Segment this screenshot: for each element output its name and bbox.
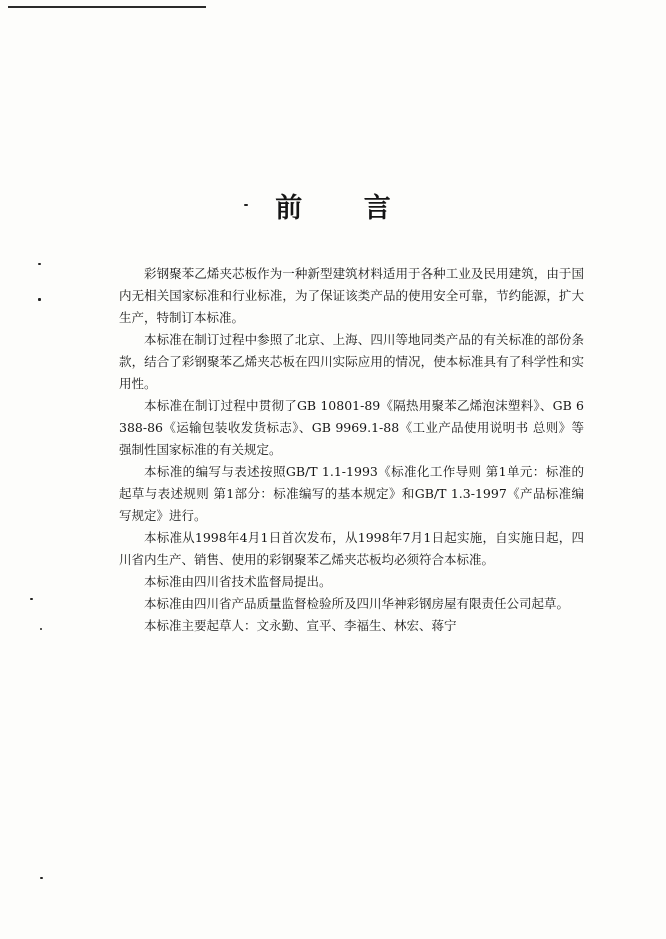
page-title: 前 言 <box>275 193 417 225</box>
scan-speck <box>30 598 33 600</box>
paragraph-effective-date: 本标准从1998年4月1日首次发布，从1998年7月1日起实施，自实施日起，四川省内生产、销售、使用的彩钢聚苯乙烯夹芯板均必须符合本标准。 <box>119 530 584 567</box>
scan-speck <box>40 628 42 630</box>
top-border-line <box>8 6 206 8</box>
paragraph-drafters: 本标准主要起草人：文永勤、宣平、李福生、林宏、蒋宁 <box>144 618 457 633</box>
scan-speck <box>38 298 41 301</box>
paragraph-references: 本标准在制订过程中参照了北京、上海、四川等地同类产品的有关标准的部份条款，结合了彩钢聚苯乙烯夹芯板在四川实际应用的情况，使本标准具有了科学性和实用性。 <box>119 332 584 391</box>
foreword-body <box>119 263 584 637</box>
paragraph-drafting-units: 本标准由四川省产品质量监督检验所及四川华神彩钢房屋有限责任公司起草。 <box>144 596 570 611</box>
scan-speck <box>38 263 41 265</box>
scan-speck <box>40 877 43 879</box>
paragraph-proposer: 本标准由四川省技术监督局提出。 <box>144 574 332 589</box>
paragraph-drafting-rules: 本标准的编写与表述按照GB/T 1.1-1993《标准化工作导则 第1单元：标准的起草与表述规则 第1部分：标准编写的基本规定》和GB/T 1.3-1997《产品标准编写规定》进行。 <box>119 464 584 523</box>
paragraph-mandatory-standards: 本标准在制订过程中贯彻了GB 10801-89《隔热用聚苯乙烯泡沫塑料》、GB 6388-86《运输包装收发货标志》、GB 9969.1-88《工业产品使用说明书 总则》等强制性国家标准的有关规定。 <box>119 398 584 457</box>
paragraph-purpose: 彩钢聚苯乙烯夹芯板作为一种新型建筑材料适用于各种工业及民用建筑，由于国内无相关国家标准和行业标准，为了保证该类产品的使用安全可靠，节约能源，扩大生产，特制订本标准。 <box>119 266 584 325</box>
